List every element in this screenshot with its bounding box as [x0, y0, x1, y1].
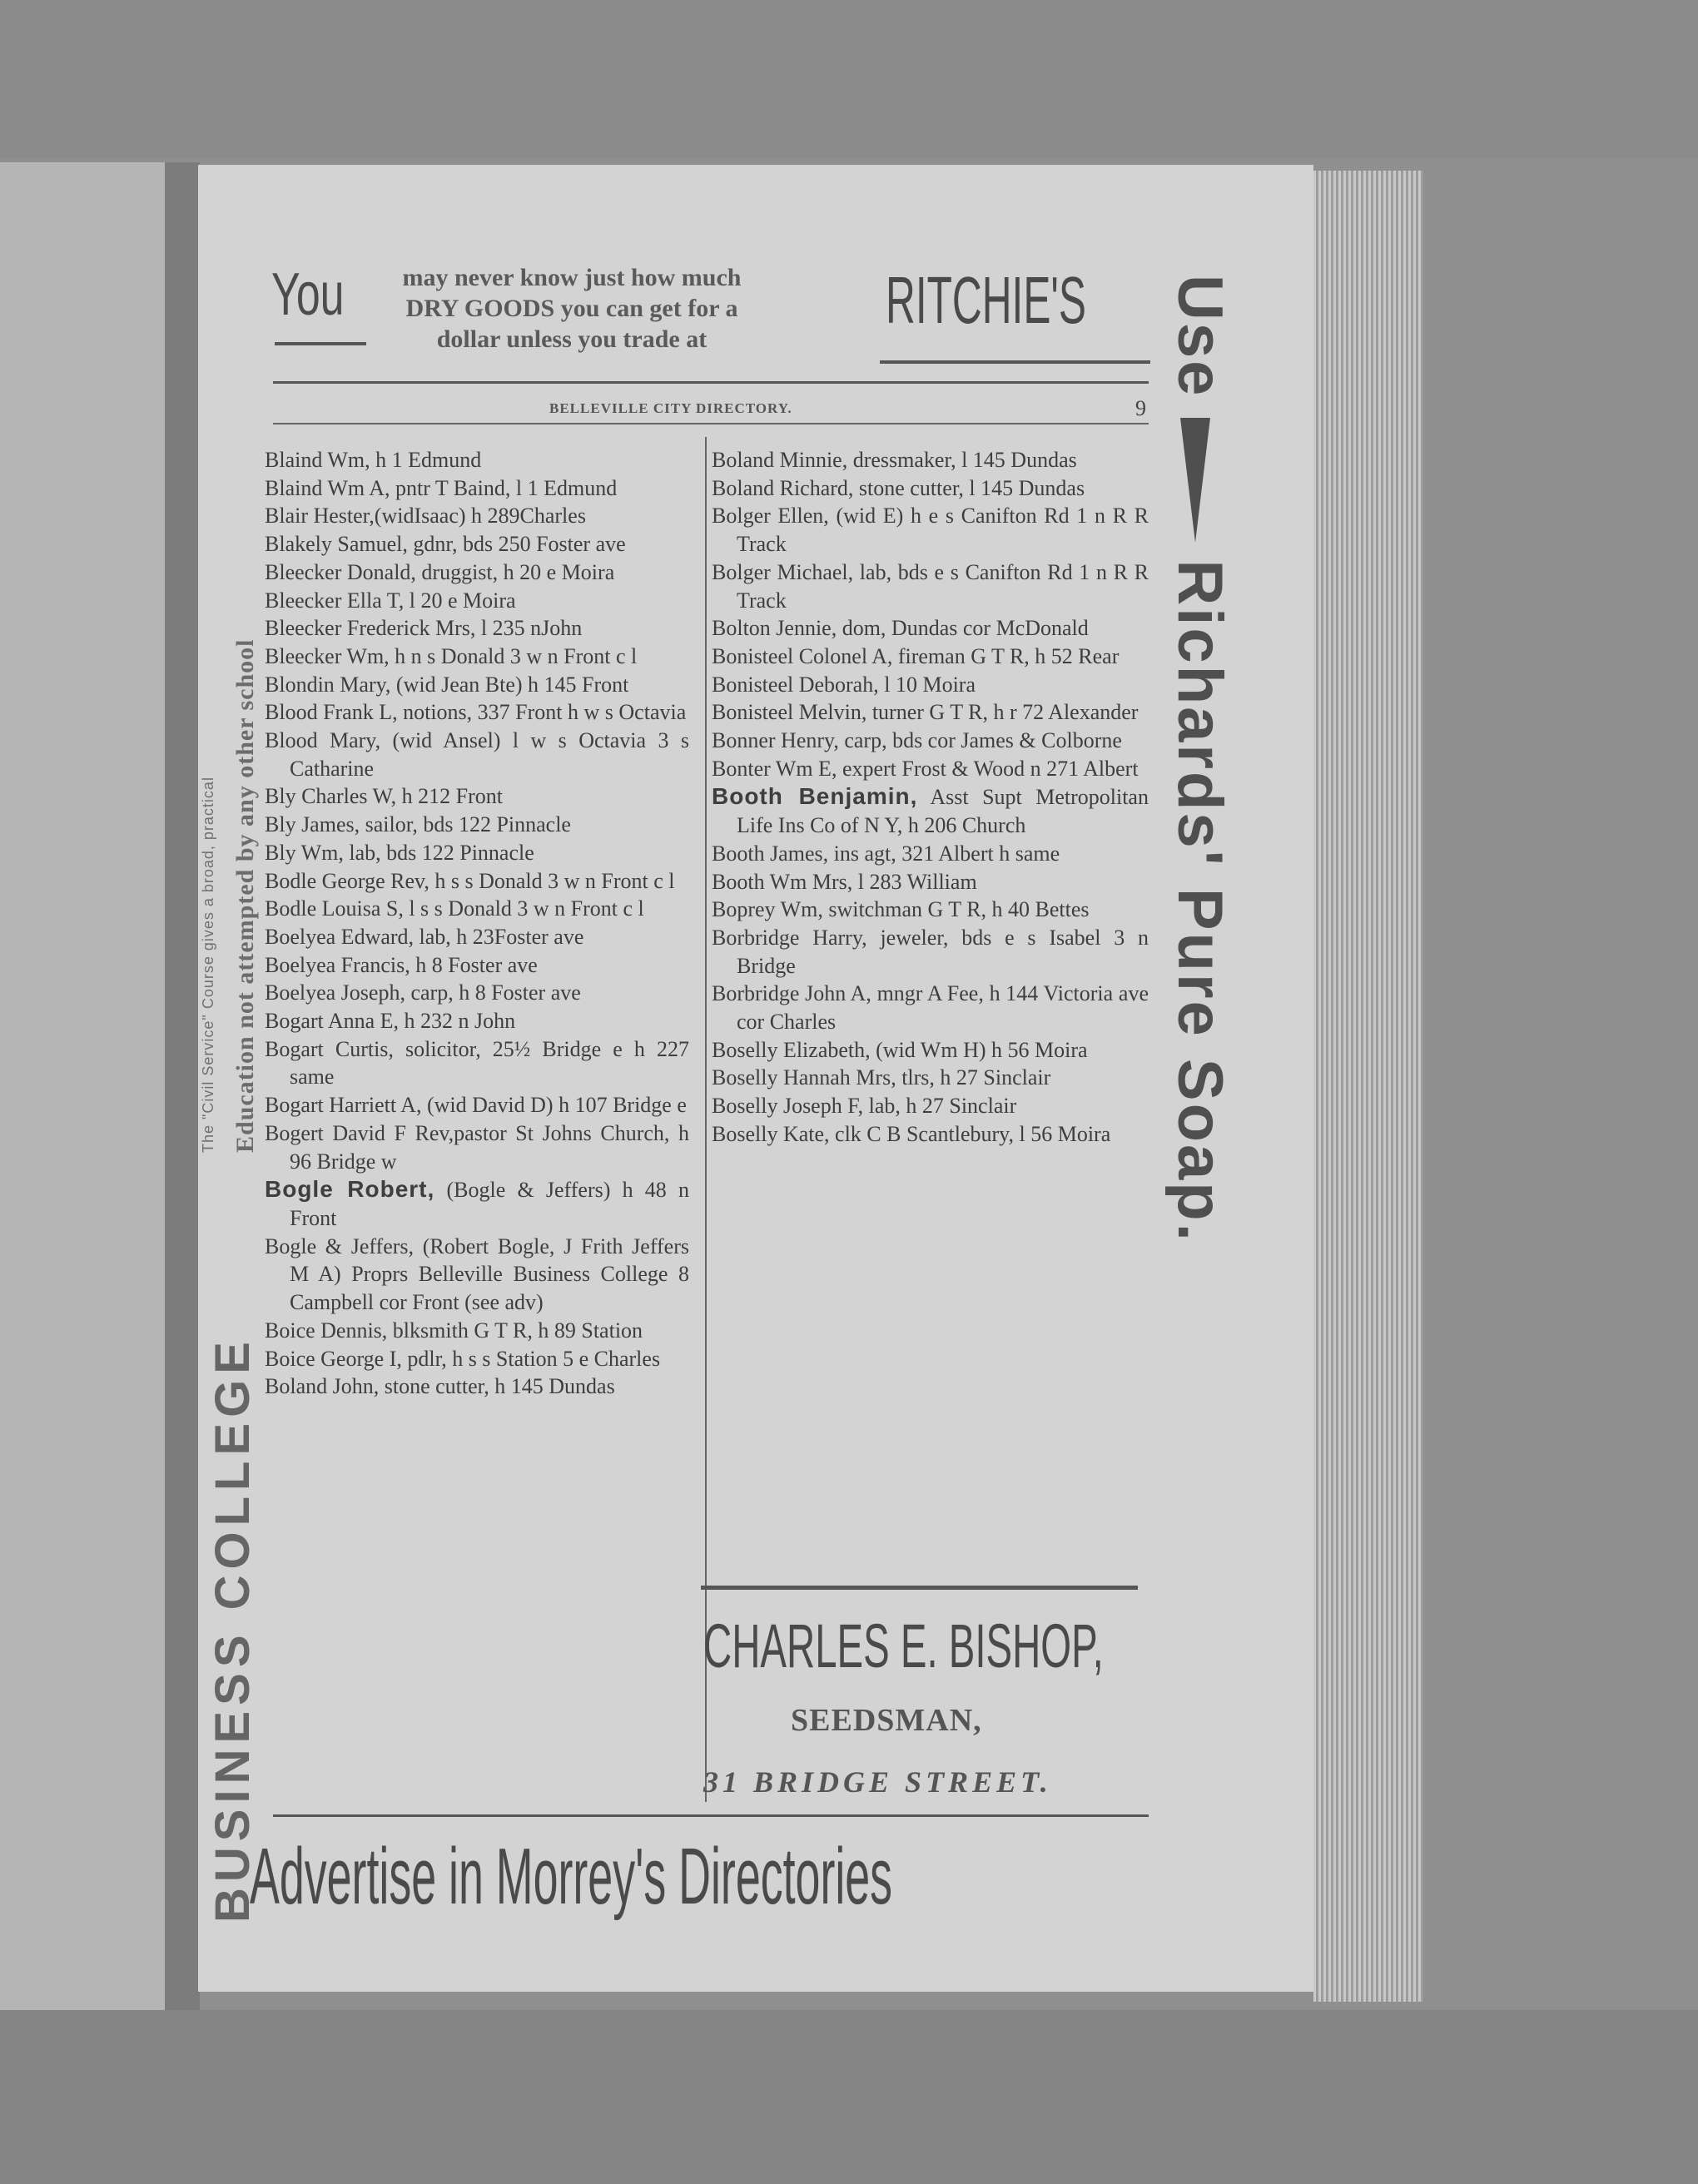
- directory-entry: Boelyea Joseph, carp, h 8 Foster ave: [265, 980, 581, 1005]
- directory-entry: Bleecker Ella T, l 20 e Moira: [265, 588, 516, 613]
- directory-entry-featured: [712, 782, 1149, 839]
- directory-entry: Blondin Mary, (wid Jean Bte) h 145 Front: [265, 672, 629, 697]
- facing-page-edge: [0, 162, 166, 2010]
- directory-entry: Boland Minnie, dressmaker, l 145 Dundas: [712, 448, 1077, 472]
- directory-entry: Boelyea Francis, h 8 Foster ave: [265, 952, 538, 977]
- page-stack-edge: [1313, 171, 1423, 2002]
- bishop-ad-trade: SEEDSMAN,: [791, 1703, 982, 1738]
- entry-detail: Asst Supt Metropolitan Life Ins Co of N Y, h 206 Church: [737, 785, 1149, 838]
- running-head: BELLEVILLE CITY DIRECTORY.: [549, 400, 792, 416]
- directory-entry: Boice George I, pdlr, h s s Station 5 e Charles: [265, 1346, 661, 1371]
- header-ad-you-underline: [275, 342, 366, 345]
- directory-entry: Booth Wm Mrs, l 283 William: [712, 869, 977, 894]
- directory-entry: Bonter Wm E, expert Frost & Wood n 271 Albert: [712, 756, 1139, 781]
- directory-entry-featured: [265, 1175, 689, 1232]
- bishop-ad-address: 31 BRIDGE STREET.: [703, 1765, 1052, 1799]
- header-ad-line-2: DRY GOODS you can get for a: [405, 295, 738, 322]
- header-ad-line-1: may never know just how much: [402, 264, 742, 291]
- bishop-ad-divider: [701, 1586, 1138, 1590]
- directory-entry: Bonisteel Deborah, l 10 Moira: [712, 672, 976, 697]
- side-ad-product: Richards' Pure Soap.: [1164, 559, 1235, 1243]
- directory-entry: Blood Mary, (wid Ansel) l w s Octavia 3 s Catharine: [265, 728, 689, 781]
- directory-entry: Bogart Curtis, solicitor, 25½ Bridge e h 227 same: [265, 1036, 689, 1090]
- directory-entry: Bogert David F Rev,pastor St Johns Church, h 96 Bridge w: [265, 1120, 689, 1174]
- directory-entry: Bly Charles W, h 212 Front: [265, 784, 504, 809]
- directory-entry: Blaind Wm A, pntr T Baind, l 1 Edmund: [265, 475, 618, 500]
- directory-entry: Bogart Harriett A, (wid David D) h 107 Bridge e: [265, 1093, 687, 1118]
- directory-entry: Blood Frank L, notions, 337 Front h w s Octavia: [265, 700, 687, 725]
- directory-entry: Blakely Samuel, gdnr, bds 250 Foster ave: [265, 532, 626, 557]
- directory-entry: Boselly Joseph F, lab, h 27 Sinclair: [712, 1094, 1017, 1119]
- directory-entry: Booth James, ins agt, 321 Albert h same: [712, 841, 1060, 866]
- directory-entry: Borbridge Harry, jeweler, bds e s Isabel 3 n Bridge: [712, 925, 1149, 978]
- directory-column-right: [712, 446, 1149, 1149]
- directory-entry: Boselly Elizabeth, (wid Wm H) h 56 Moira: [712, 1037, 1088, 1062]
- directory-entry: Bonisteel Melvin, turner G T R, h r 72 Alexander: [712, 700, 1139, 725]
- directory-entry: Boice Dennis, blksmith G T R, h 89 Station: [265, 1318, 643, 1343]
- directory-entry: Bly James, sailor, bds 122 Pinnacle: [265, 812, 571, 837]
- directory-entry: Bly Wm, lab, bds 122 Pinnacle: [265, 840, 534, 865]
- directory-entry: Boelyea Edward, lab, h 23Foster ave: [265, 924, 584, 949]
- scan-background-top: [0, 0, 1698, 158]
- directory-entry: Bolger Michael, lab, bds e s Canifton Rd 1 n R R Track: [712, 559, 1149, 613]
- directory-entry: Boselly Kate, clk C B Scantlebury, l 56 Moira: [712, 1121, 1111, 1146]
- bishop-ad-name: CHARLES E. BISHOP,: [703, 1611, 1104, 1680]
- header-ad-line-3: dollar unless you trade at: [436, 325, 708, 353]
- directory-entry: Boland John, stone cutter, h 145 Dundas: [265, 1374, 615, 1399]
- entry-name-bold: Booth Benjamin,: [712, 783, 918, 810]
- directory-entry: Boselly Hannah Mrs, tlrs, h 27 Sinclair: [712, 1065, 1051, 1090]
- header-ad-store-underline: [880, 360, 1150, 364]
- directory-entry: Boprey Wm, switchman G T R, h 40 Bettes: [712, 897, 1090, 922]
- directory-entry: Bonner Henry, carp, bds cor James & Colborne: [712, 728, 1122, 753]
- directory-entry: Blaind Wm, h 1 Edmund: [265, 448, 482, 472]
- book-gutter: [165, 162, 200, 2010]
- directory-column-left: [265, 446, 689, 1401]
- directory-entry: Bonisteel Colonel A, fireman G T R, h 52 Rear: [712, 643, 1120, 668]
- side-ad-business-college: BUSINESS COLLEGE: [206, 1336, 260, 1923]
- directory-entry: Bogart Anna E, h 232 n John: [265, 1009, 516, 1034]
- running-head-divider: [273, 423, 1149, 424]
- side-ad-civil-service: The "Civil Service" Course gives a broad, practical: [200, 777, 216, 1153]
- directory-entry: Bodle George Rev, h s s Donald 3 w n Front c l: [265, 868, 675, 893]
- entry-detail: (Bogle & Jeffers) h 48 n Front: [290, 1178, 690, 1230]
- page-number: 9: [1135, 396, 1146, 420]
- footer-divider: [273, 1814, 1149, 1817]
- directory-entry: Borbridge John A, mngr A Fee, h 144 Victoria ave cor Charles: [712, 981, 1149, 1035]
- header-divider: [273, 381, 1149, 384]
- header-ad-you: You: [271, 261, 345, 328]
- directory-entry: Bolton Jennie, dom, Dundas cor McDonald: [712, 616, 1089, 641]
- footer-ad-morrey: Advertise in Morrey's Directories: [250, 1832, 893, 1921]
- column-divider: [705, 437, 707, 1802]
- directory-entry: Boland Richard, stone cutter, l 145 Dundas: [712, 475, 1085, 500]
- directory-entry-featured: Bogle & Jeffers, (Robert Bogle, J Frith Jeffers M A) Proprs Belleville Business College 8 Campbell cor Front (see adv): [265, 1233, 689, 1315]
- side-ad-soap: [1164, 275, 1236, 1243]
- header-ad-text: [385, 262, 759, 355]
- side-ad-use: Use: [1164, 275, 1235, 399]
- arrow-right-icon: [1180, 418, 1210, 543]
- side-ad-education: Education not attempted by any other school: [231, 638, 259, 1153]
- directory-entry: Bolger Ellen, (wid E) h e s Canifton Rd 1 n R R Track: [712, 504, 1149, 557]
- header-ad-store-name: RITCHIE'S: [886, 263, 1086, 337]
- directory-entry: Blair Hester,(widIsaac) h 289Charles: [265, 504, 586, 529]
- header-ad-ritchies: [268, 262, 1150, 370]
- directory-entry: Bleecker Wm, h n s Donald 3 w n Front c l: [265, 643, 638, 668]
- scan-background-bottom: [0, 2010, 1698, 2184]
- directory-entry: Bodle Louisa S, l s s Donald 3 w n Front c l: [265, 896, 644, 921]
- directory-entry: Bleecker Donald, druggist, h 20 e Moira: [265, 559, 615, 584]
- directory-entry: Bleecker Frederick Mrs, l 235 nJohn: [265, 616, 583, 641]
- entry-name-bold: Bogle Robert,: [265, 1176, 435, 1203]
